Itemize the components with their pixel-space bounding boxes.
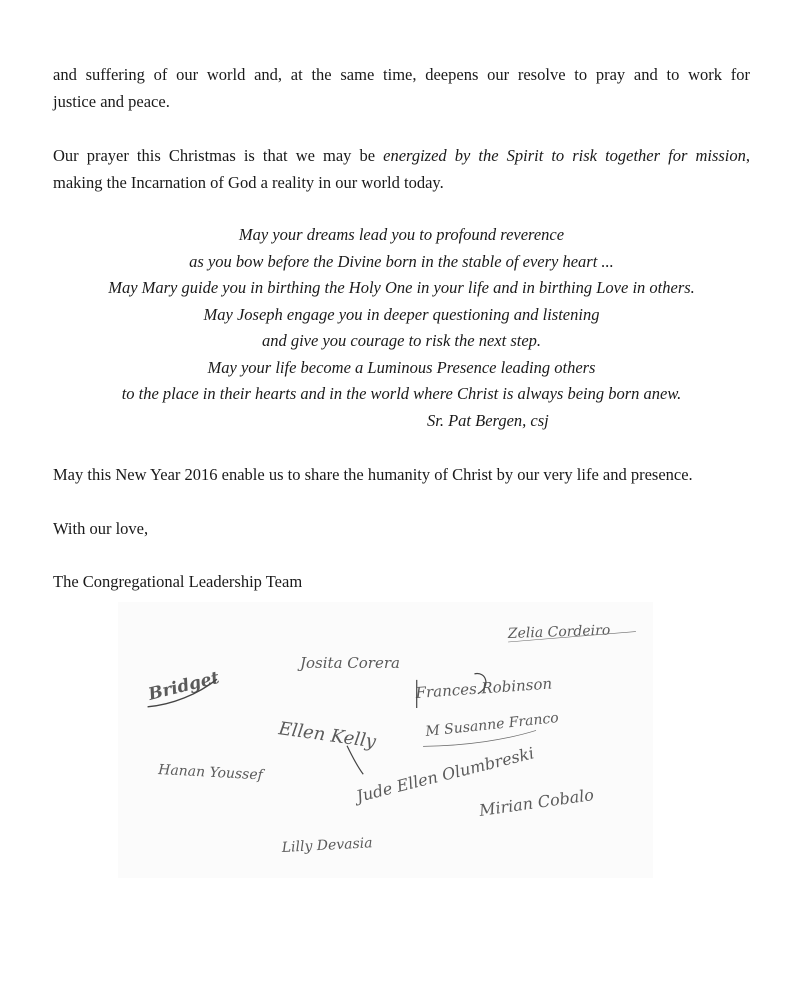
prayer-intro: Our prayer this Christmas is that we may be xyxy=(53,146,384,165)
svg-text:M Susanne Franco: M Susanne Franco xyxy=(424,710,560,740)
svg-text:Jude Ellen Olumbreski: Jude Ellen Olumbreski xyxy=(354,743,536,806)
poem-line: May your life become a Luminous Presence leading others xyxy=(207,357,596,377)
signature-lilly xyxy=(280,835,373,856)
poem-attribution: Sr. Pat Bergen, csj xyxy=(427,410,549,430)
prayer-punctuation: , xyxy=(745,146,750,165)
paragraph-line: and suffering of our world and, at the same time, deepens our resolve to pray and to work for xyxy=(53,65,750,84)
poem-line: as you bow before the Divine born in the stable of every heart ... xyxy=(189,251,614,271)
paragraph-new-year xyxy=(53,461,750,488)
signature-mirian xyxy=(477,785,595,820)
poem-line: and give you courage to risk the next step. xyxy=(261,331,542,350)
signatures-image xyxy=(118,602,653,878)
paragraph-prayer xyxy=(53,142,750,196)
signature-ellen-kelly xyxy=(273,718,378,775)
signature-hanan xyxy=(157,762,266,784)
signoff: The Congregational Leadership Team xyxy=(53,572,303,591)
poem-line: May Mary guide you in birthing the Holy One in your life and in birthing Love in others. xyxy=(108,278,695,297)
prayer-emphasis: energized by the Spirit to risk together for mission xyxy=(383,146,746,165)
svg-text:Mirian Cobalo: Mirian Cobalo xyxy=(477,785,596,820)
paragraph-line: making the Incarnation of God a reality in our world today. xyxy=(53,173,444,192)
svg-text:Lilly Devasia: Lilly Devasia xyxy=(281,835,373,856)
poem-line: to the place in their hearts and in the world where Christ is always being born anew. xyxy=(121,384,682,403)
svg-text:Josita Corera: Josita Corera xyxy=(300,654,400,672)
poem-line: May your dreams lead you to profound reverence xyxy=(238,225,565,244)
signature-susanne xyxy=(421,710,560,748)
svg-text:Zelia Cordeiro: Zelia Cordeiro xyxy=(507,622,611,642)
closing-salutation: With our love, xyxy=(53,519,149,538)
svg-text:Frances Robinson: Frances Robinson xyxy=(415,674,553,702)
signature-josita xyxy=(297,654,400,672)
paragraph-suffering xyxy=(53,61,750,115)
signature-frances xyxy=(414,668,553,708)
paragraph-line: May this New Year 2016 enable us to share the humanity of Christ by our very life and presence. xyxy=(53,465,693,484)
svg-text:Hanan Youssef: Hanan Youssef xyxy=(157,762,264,784)
signature-zelia xyxy=(507,622,636,642)
signature-bridget xyxy=(142,668,222,708)
signatures-drawing xyxy=(118,602,653,878)
christmas-poem xyxy=(53,222,750,434)
svg-text:Ellen Kelly: Ellen Kelly xyxy=(277,718,378,753)
svg-text:Bridget: Bridget xyxy=(146,667,222,705)
poem-line: May Joseph engage you in deeper questioning and listening xyxy=(203,304,600,324)
paragraph-line: justice and peace. xyxy=(53,92,170,111)
paragraph-line xyxy=(53,142,750,169)
